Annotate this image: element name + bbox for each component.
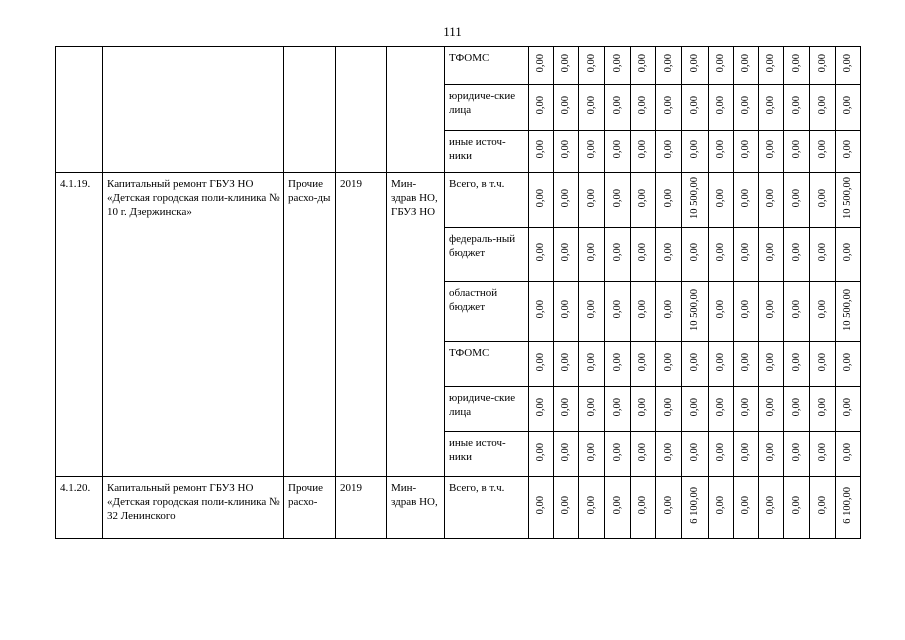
value-text: 0,00	[765, 397, 776, 417]
value-cell	[631, 228, 656, 282]
value-cell	[529, 173, 554, 228]
funding-source: иные источ-ники	[445, 131, 529, 173]
value-cell	[554, 432, 579, 477]
value-cell	[554, 47, 579, 85]
value-text: 0,00	[715, 352, 726, 372]
value-text: 0,00	[715, 54, 726, 73]
value-text: 0,00	[585, 442, 597, 462]
value-cell	[605, 47, 631, 85]
value-cell	[836, 85, 861, 131]
value-cell	[579, 47, 605, 85]
value-text: 0,00	[842, 54, 853, 73]
value-cell	[784, 342, 810, 387]
value-cell	[784, 173, 810, 228]
value-text: 0,00	[790, 442, 802, 462]
value-cell	[605, 432, 631, 477]
value-text: 0,00	[560, 352, 571, 372]
value-cell	[709, 173, 734, 228]
value-cell	[682, 432, 709, 477]
value-text: 0,00	[842, 140, 853, 159]
value-text: 0,00	[611, 397, 623, 417]
value-cell	[734, 85, 759, 131]
value-text: 0,00	[662, 496, 674, 515]
value-text: 0,00	[611, 140, 623, 159]
value-cell	[529, 342, 554, 387]
value-text: 0,00	[560, 188, 571, 208]
item-code: 4.1.20.	[56, 477, 103, 539]
funding-source: юридиче-ские лица	[445, 85, 529, 131]
value-cell	[784, 282, 810, 342]
value-cell	[784, 85, 810, 131]
value-cell	[836, 342, 861, 387]
value-text: 0,00	[790, 352, 802, 372]
value-cell	[631, 47, 656, 85]
value-cell	[709, 131, 734, 173]
value-cell	[709, 47, 734, 85]
value-cell	[709, 387, 734, 432]
value-text: 0,00	[585, 54, 597, 73]
value-text: 0,00	[535, 188, 546, 208]
value-cell	[682, 85, 709, 131]
funding-source: областной бюджет	[445, 282, 529, 342]
value-cell	[631, 173, 656, 228]
value-text: 0,00	[637, 496, 648, 515]
value-cell	[810, 173, 836, 228]
value-cell	[529, 131, 554, 173]
value-text: 10 500,00	[842, 288, 853, 331]
value-cell	[709, 477, 734, 539]
value-cell	[810, 342, 836, 387]
value-text: 0,00	[790, 496, 802, 515]
value-cell	[784, 131, 810, 173]
value-text: 0,00	[662, 188, 674, 208]
item-name: Капитальный ремонт ГБУЗ НО «Детская городская поли-клиника № 10 г. Дзержинска»	[103, 173, 284, 477]
value-cell	[810, 432, 836, 477]
value-text: 0,00	[662, 140, 674, 159]
item-code: 4.1.19.	[56, 173, 103, 477]
value-cell	[554, 477, 579, 539]
executor: Мин-здрав НО,	[387, 477, 445, 539]
value-cell	[605, 173, 631, 228]
value-cell	[579, 477, 605, 539]
value-cell	[579, 387, 605, 432]
value-cell	[836, 173, 861, 228]
value-cell	[784, 228, 810, 282]
value-text: 0,00	[535, 243, 546, 262]
value-text: 0,00	[816, 96, 828, 115]
value-cell	[656, 131, 682, 173]
item-name	[103, 47, 284, 173]
value-text: 0,00	[765, 496, 776, 515]
value-cell	[734, 387, 759, 432]
value-text: 0,00	[740, 140, 751, 159]
executor: Мин-здрав НО, ГБУЗ НО	[387, 173, 445, 477]
value-cell	[810, 477, 836, 539]
value-cell	[529, 47, 554, 85]
value-text: 0,00	[842, 397, 853, 417]
value-text: 0,00	[715, 442, 726, 462]
value-text: 0,00	[765, 352, 776, 372]
value-cell	[759, 228, 784, 282]
value-cell	[682, 342, 709, 387]
value-cell	[579, 342, 605, 387]
value-text: 0,00	[662, 442, 674, 462]
value-cell	[656, 282, 682, 342]
value-cell	[631, 342, 656, 387]
value-text: 0,00	[611, 243, 623, 262]
value-cell	[810, 131, 836, 173]
item-name: Капитальный ремонт ГБУЗ НО «Детская городская поли-клиника № 32 Ленинского	[103, 477, 284, 539]
value-cell	[579, 282, 605, 342]
value-text: 0,00	[585, 352, 597, 372]
value-text: 0,00	[689, 96, 700, 115]
value-text: 0,00	[715, 243, 726, 262]
value-text: 0,00	[637, 96, 648, 115]
value-cell	[529, 387, 554, 432]
value-cell	[579, 173, 605, 228]
value-text: 10 500,00	[689, 288, 700, 331]
value-text: 0,00	[740, 96, 751, 115]
value-text: 0,00	[790, 140, 802, 159]
value-text: 0,00	[662, 300, 674, 319]
value-text: 0,00	[790, 96, 802, 115]
value-cell	[682, 131, 709, 173]
value-text: 0,00	[637, 397, 648, 417]
value-text: 0,00	[662, 352, 674, 372]
value-text: 0,00	[765, 96, 776, 115]
value-text: 0,00	[740, 54, 751, 73]
value-cell	[836, 228, 861, 282]
value-cell	[656, 173, 682, 228]
value-text: 10 500,00	[689, 177, 700, 219]
value-cell	[810, 387, 836, 432]
value-text: 0,00	[765, 243, 776, 262]
value-text: 0,00	[637, 54, 648, 73]
value-text: 0,00	[765, 442, 776, 462]
value-text: 0,00	[715, 496, 726, 515]
value-text: 0,00	[637, 140, 648, 159]
value-cell	[631, 432, 656, 477]
value-cell	[709, 85, 734, 131]
value-text: 0,00	[765, 140, 776, 159]
value-cell	[682, 173, 709, 228]
value-cell	[734, 477, 759, 539]
funding-source: Всего, в т.ч.	[445, 477, 529, 539]
value-cell	[759, 387, 784, 432]
expense-category: Прочие расхо-ды	[284, 173, 336, 477]
value-text: 0,00	[740, 243, 751, 262]
value-text: 0,00	[535, 140, 546, 159]
value-text: 0,00	[715, 140, 726, 159]
value-text: 0,00	[740, 496, 751, 515]
value-cell	[529, 477, 554, 539]
value-cell	[605, 282, 631, 342]
value-cell	[836, 477, 861, 539]
value-cell	[784, 387, 810, 432]
value-cell	[759, 173, 784, 228]
value-cell	[554, 282, 579, 342]
year: 2019	[336, 477, 387, 539]
value-text: 0,00	[535, 442, 546, 462]
expense-category: Прочие расхо-	[284, 477, 336, 539]
funding-source: юридиче-ские лица	[445, 387, 529, 432]
value-cell	[529, 85, 554, 131]
value-text: 0,00	[816, 352, 828, 372]
executor	[387, 47, 445, 173]
value-text: 0,00	[560, 397, 571, 417]
funding-source: иные источ-ники	[445, 432, 529, 477]
value-cell	[734, 131, 759, 173]
value-cell	[682, 228, 709, 282]
page-number: 111	[443, 24, 462, 39]
year	[336, 47, 387, 173]
value-text: 0,00	[585, 397, 597, 417]
value-text: 0,00	[790, 54, 802, 73]
value-text: 10 500,00	[842, 177, 853, 219]
value-text: 0,00	[740, 188, 751, 208]
value-text: 0,00	[740, 352, 751, 372]
value-text: 0,00	[662, 243, 674, 262]
value-cell	[682, 387, 709, 432]
year: 2019	[336, 173, 387, 477]
item-code	[56, 47, 103, 173]
value-cell	[759, 342, 784, 387]
table-row	[56, 477, 861, 539]
funding-source: Всего, в т.ч.	[445, 173, 529, 228]
value-text: 0,00	[816, 54, 828, 73]
value-text: 0,00	[662, 54, 674, 73]
value-cell	[554, 131, 579, 173]
value-text: 0,00	[715, 188, 726, 208]
value-cell	[759, 432, 784, 477]
value-text: 0,00	[842, 96, 853, 115]
value-cell	[605, 131, 631, 173]
value-cell	[579, 432, 605, 477]
value-cell	[656, 47, 682, 85]
value-cell	[529, 432, 554, 477]
value-text: 0,00	[715, 397, 726, 417]
value-text: 0,00	[560, 243, 571, 262]
value-cell	[709, 342, 734, 387]
value-cell	[759, 477, 784, 539]
value-text: 0,00	[585, 140, 597, 159]
value-cell	[810, 282, 836, 342]
value-text: 0,00	[560, 96, 571, 115]
value-text: 0,00	[611, 54, 623, 73]
value-cell	[734, 228, 759, 282]
budget-table	[55, 46, 861, 539]
value-text: 0,00	[560, 442, 571, 462]
value-text: 0,00	[637, 442, 648, 462]
value-text: 0,00	[535, 300, 546, 319]
table-row	[56, 47, 861, 85]
value-cell	[631, 131, 656, 173]
value-cell	[529, 228, 554, 282]
value-text: 0,00	[611, 300, 623, 319]
value-text: 0,00	[816, 140, 828, 159]
value-cell	[554, 228, 579, 282]
value-cell	[631, 85, 656, 131]
value-cell	[631, 477, 656, 539]
value-text: 0,00	[611, 442, 623, 462]
value-text: 0,00	[816, 496, 828, 515]
value-text: 0,00	[740, 442, 751, 462]
value-cell	[836, 387, 861, 432]
value-text: 0,00	[740, 300, 751, 319]
value-text: 0,00	[715, 300, 726, 319]
value-text: 0,00	[689, 140, 700, 159]
value-cell	[605, 85, 631, 131]
value-text: 0,00	[535, 397, 546, 417]
value-cell	[682, 477, 709, 539]
value-cell	[605, 342, 631, 387]
value-text: 0,00	[637, 300, 648, 319]
value-text: 0,00	[689, 397, 700, 417]
value-text: 0,00	[842, 243, 853, 262]
value-cell	[734, 432, 759, 477]
value-text: 0,00	[816, 243, 828, 262]
value-cell	[734, 282, 759, 342]
value-text: 0,00	[535, 54, 546, 73]
value-text: 0,00	[611, 352, 623, 372]
value-text: 0,00	[816, 188, 828, 208]
value-cell	[810, 228, 836, 282]
value-cell	[784, 47, 810, 85]
value-text: 0,00	[611, 188, 623, 208]
funding-source: ТФОМС	[445, 47, 529, 85]
value-cell	[759, 85, 784, 131]
value-cell	[656, 387, 682, 432]
value-cell	[709, 432, 734, 477]
value-text: 0,00	[560, 496, 571, 515]
value-cell	[784, 477, 810, 539]
value-cell	[554, 387, 579, 432]
value-cell	[709, 282, 734, 342]
value-text: 0,00	[765, 188, 776, 208]
value-cell	[529, 282, 554, 342]
value-text: 0,00	[816, 300, 828, 319]
value-text: 0,00	[790, 300, 802, 319]
value-cell	[656, 342, 682, 387]
value-cell	[579, 85, 605, 131]
value-cell	[810, 47, 836, 85]
value-cell	[656, 85, 682, 131]
value-text: 0,00	[637, 243, 648, 262]
value-cell	[631, 282, 656, 342]
value-cell	[554, 342, 579, 387]
value-text: 0,00	[585, 188, 597, 208]
funding-source: федераль-ный бюджет	[445, 228, 529, 282]
value-text: 0,00	[611, 96, 623, 115]
value-text: 0,00	[790, 188, 802, 208]
value-cell	[836, 282, 861, 342]
value-cell	[579, 228, 605, 282]
value-cell	[656, 432, 682, 477]
value-cell	[759, 282, 784, 342]
value-cell	[734, 47, 759, 85]
value-text: 0,00	[560, 54, 571, 73]
value-text: 0,00	[585, 243, 597, 262]
value-text: 0,00	[842, 442, 853, 462]
value-cell	[656, 477, 682, 539]
value-text: 6 100,00	[842, 487, 853, 524]
value-text: 0,00	[689, 54, 700, 73]
value-cell	[656, 228, 682, 282]
value-text: 0,00	[816, 397, 828, 417]
value-text: 0,00	[689, 243, 700, 262]
value-text: 0,00	[662, 397, 674, 417]
value-text: 0,00	[637, 188, 648, 208]
value-text: 0,00	[816, 442, 828, 462]
value-cell	[759, 47, 784, 85]
value-text: 0,00	[689, 442, 700, 462]
value-cell	[554, 173, 579, 228]
value-text: 6 100,00	[689, 487, 700, 524]
value-cell	[605, 387, 631, 432]
value-text: 0,00	[790, 397, 802, 417]
value-text: 0,00	[585, 496, 597, 515]
value-text: 0,00	[842, 352, 853, 372]
value-text: 0,00	[611, 496, 623, 515]
value-cell	[759, 131, 784, 173]
table-row	[56, 173, 861, 228]
funding-source: ТФОМС	[445, 342, 529, 387]
value-text: 0,00	[535, 496, 546, 515]
value-cell	[836, 47, 861, 85]
value-cell	[810, 85, 836, 131]
value-text: 0,00	[765, 54, 776, 73]
value-text: 0,00	[585, 300, 597, 319]
value-text: 0,00	[715, 96, 726, 115]
value-text: 0,00	[689, 352, 700, 372]
value-text: 0,00	[765, 300, 776, 319]
value-cell	[836, 131, 861, 173]
value-cell	[631, 387, 656, 432]
value-text: 0,00	[740, 397, 751, 417]
value-text: 0,00	[790, 243, 802, 262]
value-cell	[605, 228, 631, 282]
value-cell	[734, 342, 759, 387]
value-text: 0,00	[662, 96, 674, 115]
value-cell	[605, 477, 631, 539]
value-text: 0,00	[560, 300, 571, 319]
expense-category	[284, 47, 336, 173]
value-text: 0,00	[637, 352, 648, 372]
value-cell	[554, 85, 579, 131]
value-text: 0,00	[535, 352, 546, 372]
value-text: 0,00	[585, 96, 597, 115]
value-text: 0,00	[535, 96, 546, 115]
value-cell	[682, 47, 709, 85]
value-cell	[734, 173, 759, 228]
value-cell	[836, 432, 861, 477]
value-cell	[579, 131, 605, 173]
value-cell	[784, 432, 810, 477]
value-text: 0,00	[560, 140, 571, 159]
value-cell	[682, 282, 709, 342]
value-cell	[709, 228, 734, 282]
